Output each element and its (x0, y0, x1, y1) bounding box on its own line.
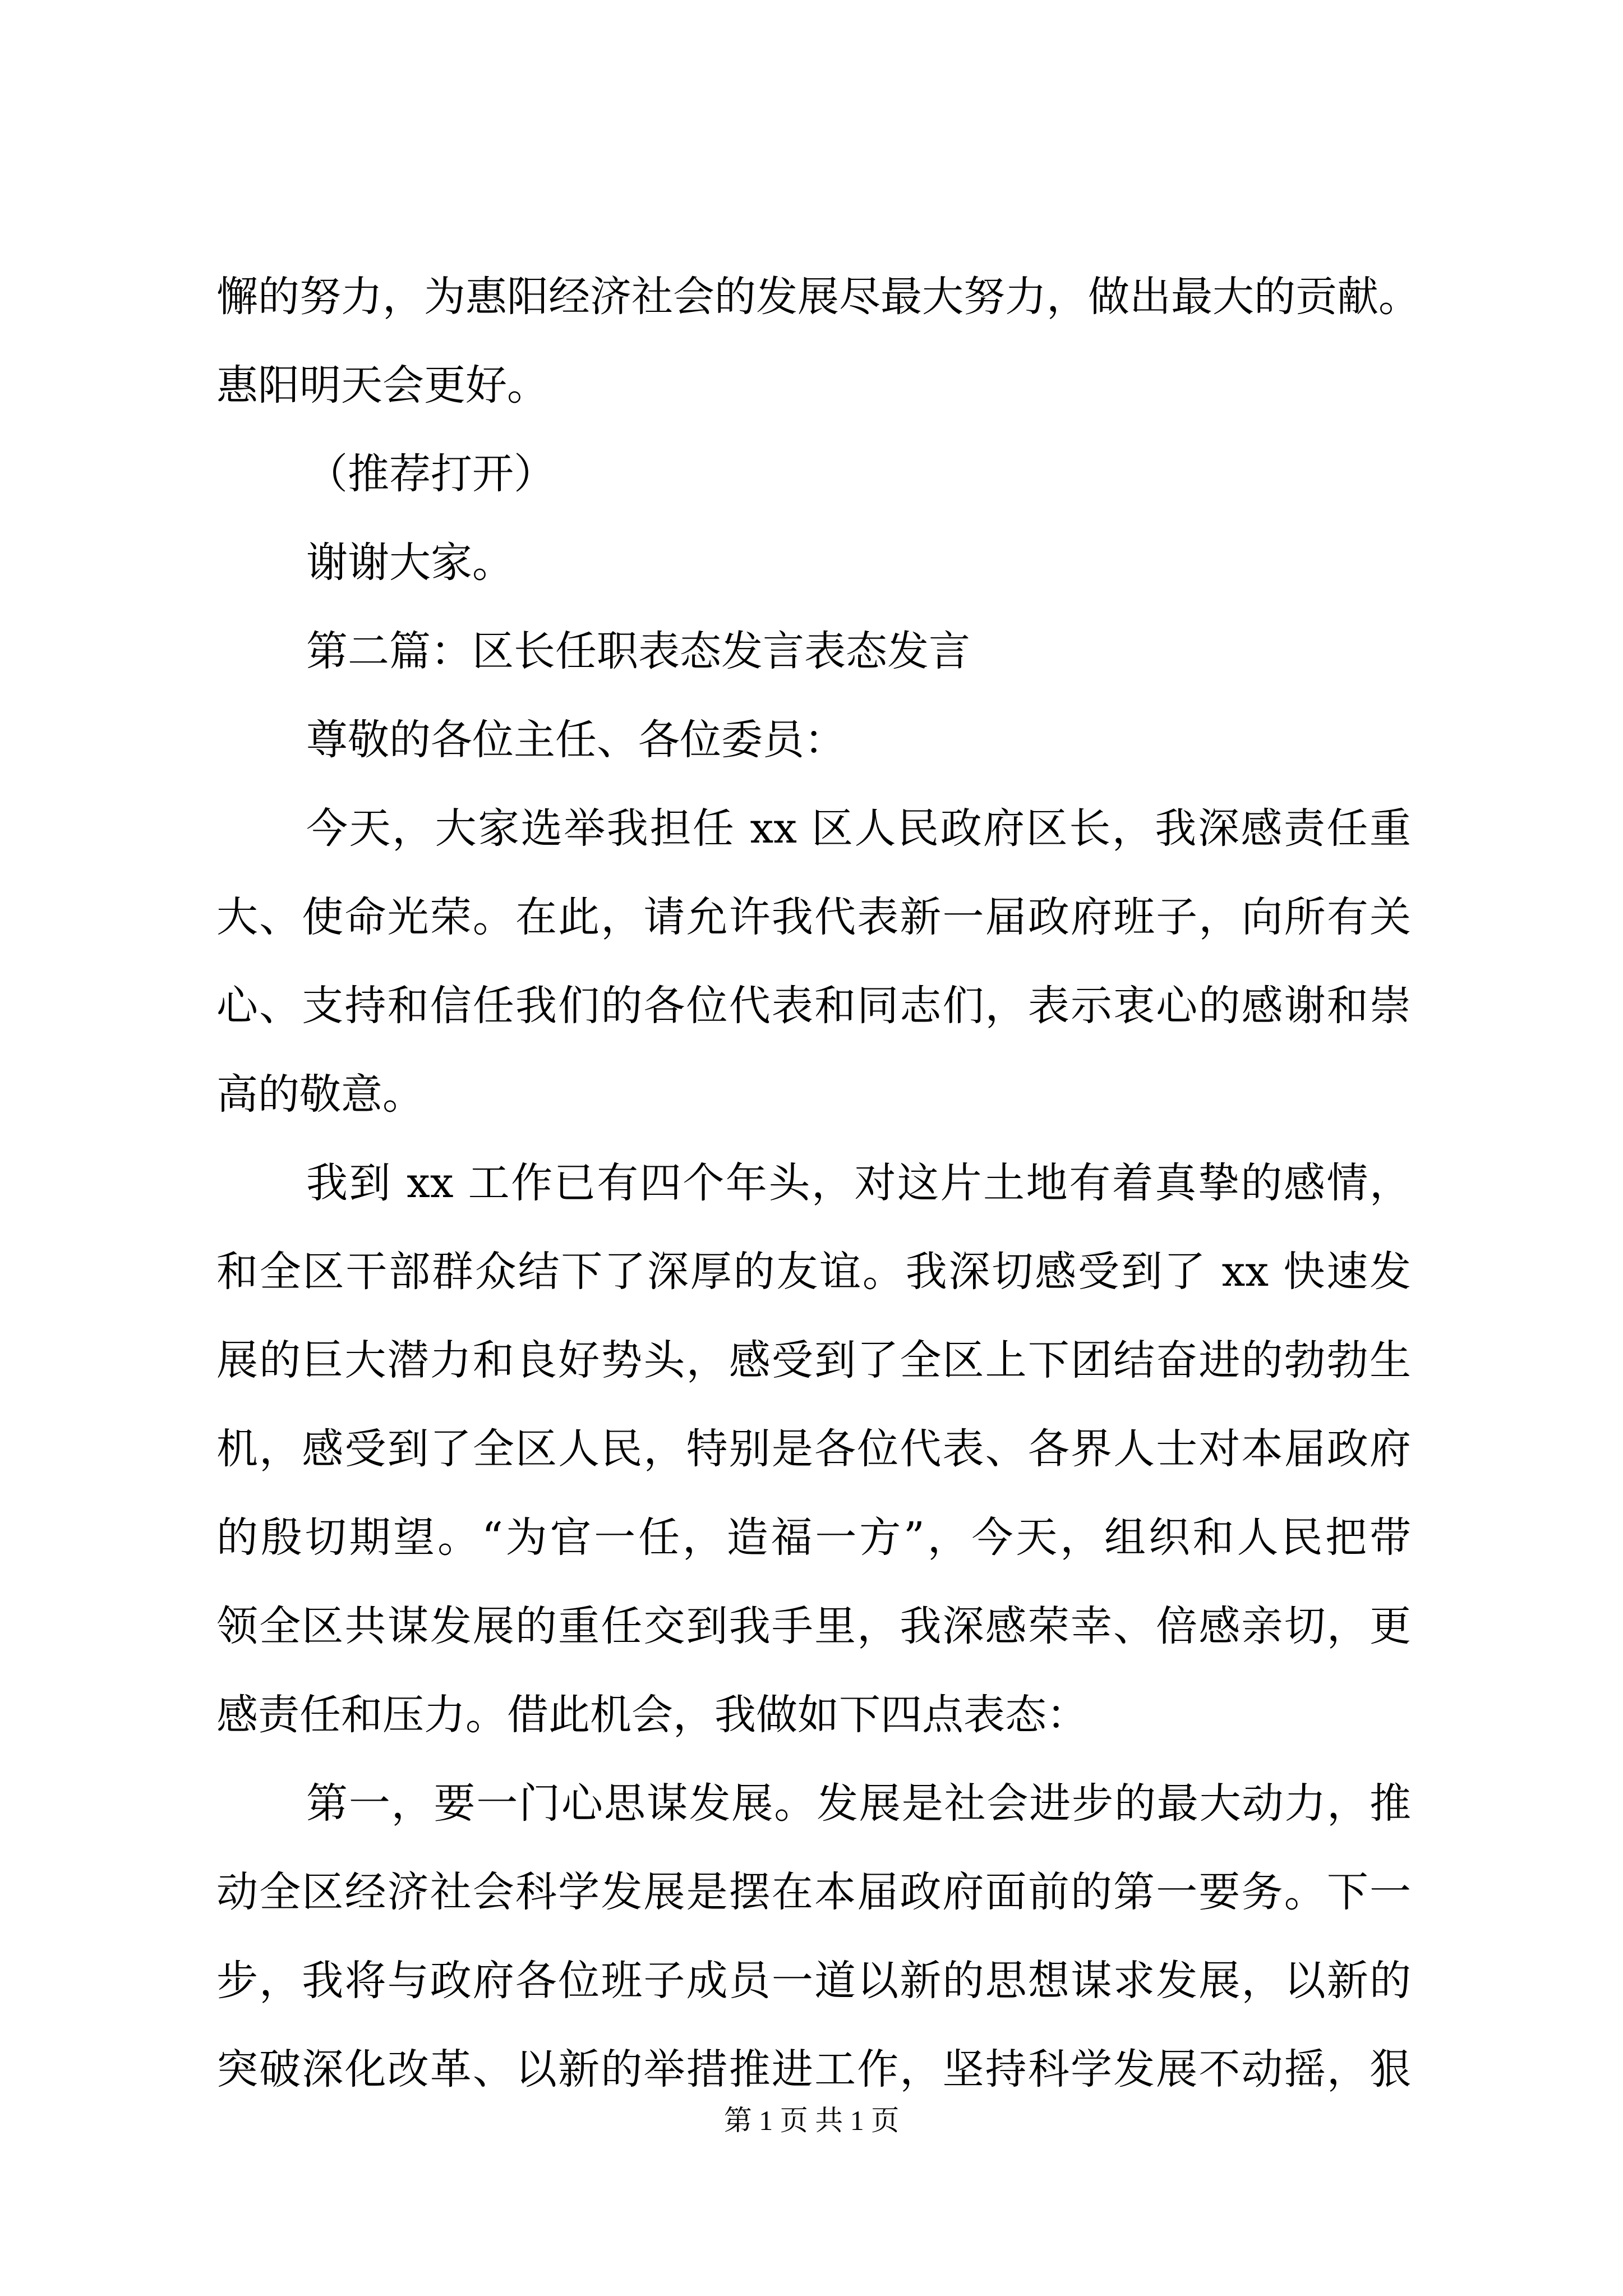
text-line: 领全区共谋发展的重任交到我手里，我深感荣幸、倍感亲切，更 (216, 1602, 1411, 1650)
text-line: 机，感受到了全区人民，特别是各位代表、各界人士对本届政府 (216, 1425, 1411, 1473)
text-line: 我到 xx 工作已有四个年头，对这片土地有着真挚的感情， (306, 1159, 1411, 1207)
text-line: 展的巨大潜力和良好势头，感受到了全区上下团结奋进的勃勃生 (216, 1336, 1411, 1384)
text-line: 突破深化改革、以新的举措推进工作，坚持科学发展不动摇，狠 (216, 2045, 1411, 2093)
text-line: 和全区干部群众结下了深厚的友谊。我深切感受到了 xx 快速发 (216, 1248, 1411, 1296)
text-line: 动全区经济社会科学发展是摆在本届政府面前的第一要务。下一 (216, 1868, 1411, 1916)
salutation: 尊敬的各位主任、各位委员： (306, 716, 846, 764)
text-line: 大、使命光荣。在此，请允许我代表新一届政府班子，向所有关 (216, 893, 1411, 941)
text-line: 惠阳明天会更好。 (216, 361, 548, 409)
text-line: （推荐打开） (306, 450, 555, 498)
document-body (216, 252, 1420, 2114)
text-line: 谢谢大家。 (306, 539, 514, 587)
text-line: 心、支持和信任我们的各位代表和同志们，表示衷心的感谢和崇 (216, 982, 1411, 1030)
text-line: 今天，大家选举我担任 xx 区人民政府区长，我深感责任重 (306, 804, 1411, 853)
text-line: 懈的努力，为惠阳经济社会的发展尽最大努力，做出最大的贡献。 (216, 273, 1420, 321)
page-number-footer: 第 1 页 共 1 页 (723, 2105, 900, 2136)
text-line: 第一，要一门心思谋发展。发展是社会进步的最大动力，推 (306, 1779, 1411, 1828)
section-heading: 第二篇：区长任职表态发言表态发言 (306, 627, 970, 675)
text-line: 感责任和压力。借此机会，我做如下四点表态： (216, 1691, 1088, 1739)
text-line: 高的敬意。 (216, 1070, 424, 1119)
text-line: 步，我将与政府各位班子成员一道以新的思想谋求发展，以新的 (216, 1957, 1411, 2005)
text-line: 的殷切期望。“为官一任，造福一方”，今天，组织和人民把带 (216, 1513, 1411, 1562)
